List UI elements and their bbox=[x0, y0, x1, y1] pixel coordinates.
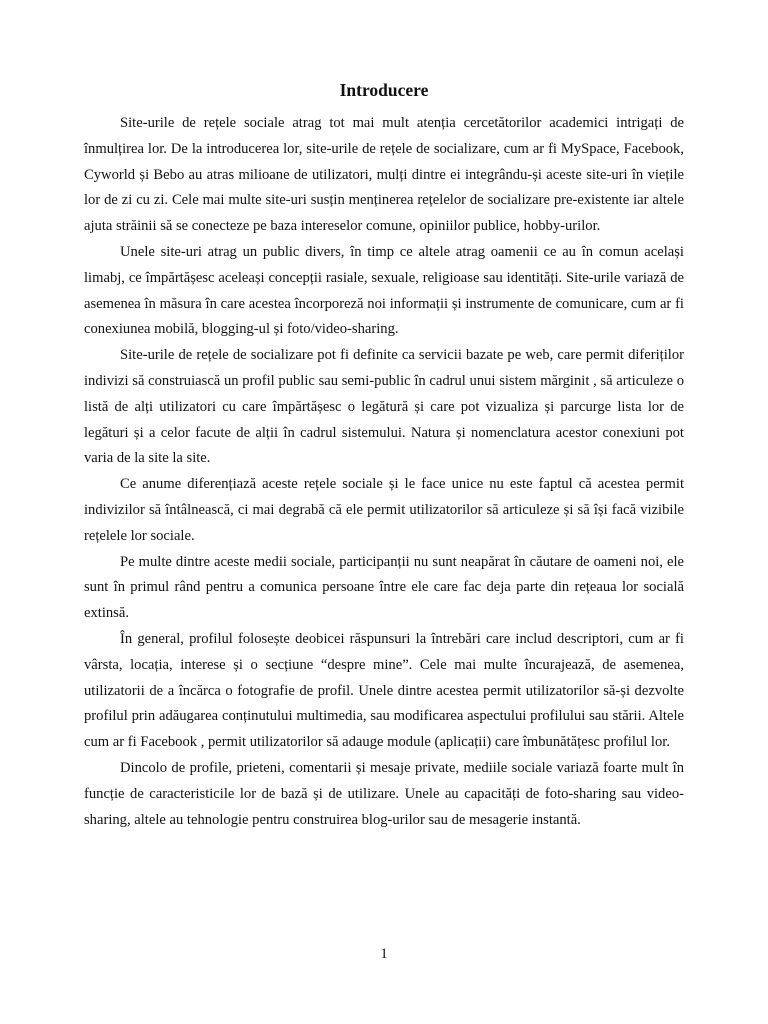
paragraph: În general, profilul folosește deobicei răspunsuri la întrebări care includ descriptori, cum ar fi vârsta, locația, interese și o secțiune “despre mine”. Cele mai multe încurajează, de asemenea, utilizatorii de a încărca o fotografie de profil. Unele dintre acestea permit utilizatorilor să-și dezvolte profilul prin adăugarea conținutului multimedia, sau modificarea aspectului profilului sau stării. Altele cum ar fi Facebook , permit utilizatorilor să adauge module (aplicații) care îmbunătățesc profilul lor. bbox=[84, 630, 684, 751]
paragraph: Pe multe dintre aceste medii sociale, participanții nu sunt neapărat în căutare de oameni noi, ele sunt în primul rând pentru a comunica persoane între ele care fac deja parte din rețeaua lor socială extinsă. bbox=[84, 553, 684, 622]
paragraph: Site-urile de rețele de socializare pot fi definite ca servicii bazate pe web, care permit diferiților indivizi să construiască un profil public sau semi-public în cadrul unui sistem mărginit , să articuleze o listă de alți utilizatori cu care împărtășesc o legătură și care pot vizualiza și parcurge lista lor de legături și a celor facute de alții în cadrul sistemului. Natura și nomenclatura acestor conexiuni pot varia de la site la site. bbox=[84, 347, 684, 467]
document-body bbox=[84, 111, 684, 833]
paragraph: Site-urile de rețele sociale atrag tot mai mult atenția cercetătorilor academici intrigați de înmulțirea lor. De la introducerea lor, site-urile de rețele de socializare, cum ar fi MySpace, Facebook, Cyworld și Bebo au atras milioane de utilizatori, mulți dintre ei integrându-și aceste site-uri în viețile lor de zi cu zi. Cele mai multe site-uri susțin menținerea rețelelor de socializare pre-existente iar altele ajuta străinii să se conecteze pe baza intereselor comune, opiniilor publice, hobby-urilor. bbox=[84, 115, 684, 235]
page-number: 1 bbox=[380, 946, 388, 962]
paragraph: Unele site-uri atrag un public divers, în timp ce altele atrag oamenii ce au în comun același limabj, ce împărtășesc aceleași concepții rasiale, sexuale, religioase sau identități. Site-urile variază de asemenea în măsura în care acestea încorporeză noi informații și instrumente de comunicare, cum ar fi conexiunea mobilă, blogging-ul și foto/video-sharing. bbox=[84, 243, 684, 338]
page-title: Introducere bbox=[339, 79, 429, 100]
paragraph: Dincolo de profile, prieteni, comentarii și mesaje private, mediile sociale variază foarte mult în funcție de caracteristicile lor de bază și de utilizare. Unele au capacități de foto-sharing sau video-sharing, altele au tehnologie pentru construirea blog-urilor sau de mesagerie instantă. bbox=[84, 759, 684, 828]
paragraph: Ce anume diferențiază aceste rețele sociale și le face unice nu este faptul că acestea permit indivizilor să întâlnească, ci mai degrabă că ele permit utilizatorilor să articuleze și să își facă vizibile rețelele lor sociale. bbox=[84, 476, 684, 544]
